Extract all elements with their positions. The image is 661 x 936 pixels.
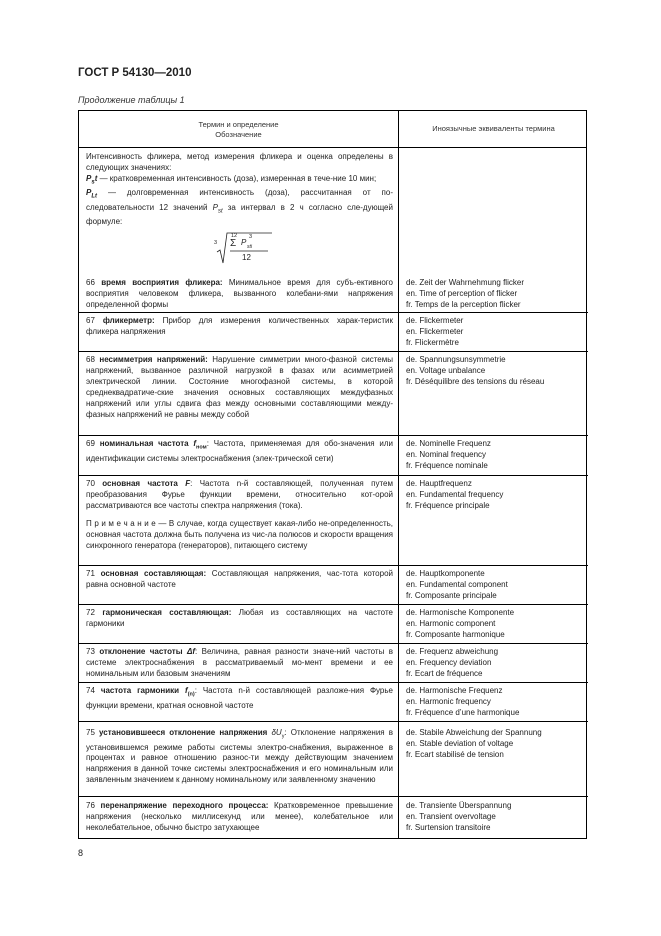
term-name: номинальная частота	[99, 439, 189, 448]
table-row-66-equivalents: de. Zeit der Wahrnehmung flicker en. Time of perception of flicker fr. Temps de la perception flicker	[406, 278, 524, 309]
plt-ref-symbol: P	[212, 202, 218, 212]
table-row-76-term: 76 перенапряжение переходного процесса: Кратковременное превышение напряжения (несколько миллисекунд или менее), колебательное или неколебательное, обычно быстро затухающее	[86, 801, 393, 832]
row-separator	[79, 643, 398, 644]
table-row-70-equivalents: de. Hauptfrequenz en. Fundamental frequency fr. Fréquence principale	[406, 479, 504, 510]
row-separator	[79, 682, 398, 683]
term-definition: Нарушение симметрии много-фазной системы напряжений, вызванное различной нагрузкой в фазах или асимметрией электрической линии. Состояние многофазной системы, в которой среднеквадратиче-ские значения основных составляющих междуфазных напряжений или углы сдвига фаз между основными составляющими междy-фазных напряжений не равны между собой	[86, 355, 394, 419]
column-header-equivalents: Иноязычные эквиваленты термина	[432, 124, 555, 133]
term-definition: Любая из составляющих на частоте гармоники	[86, 608, 393, 628]
formula-sum-top: 12	[231, 233, 238, 239]
row-separator	[79, 351, 398, 352]
term-name: основная частота	[102, 479, 178, 488]
row-separator	[399, 351, 588, 352]
page-number: 8	[78, 848, 84, 858]
table-row-67-term: 67 фликерметр: Прибор для измерения количественных харак-теристик фликера напряжения	[86, 316, 393, 336]
formula-p-exponent: 3	[249, 234, 253, 240]
note-label: П р и м е ч а н и е	[86, 519, 156, 528]
table-row-75-term: 75 установившееся отклонение напряжения $\delta U_у$: Отклонение напряжения в установившемся режиме работы системы электро-снабжения, выраженное в процентах и равное отношению разнос-ти между действующим значением напряжения в данной точке системы электроснабжения и его номинальным или заявленным значением к данному номинальному или заявленному значению	[86, 728, 393, 785]
pst-t: t	[94, 173, 98, 183]
term-name: несимметрия напряжений:	[99, 355, 208, 364]
term-definition: : Величина, равная разности значе-ний частоты в системе электроснабжения в рассматриваемый мо-мент времени и ее номинальным или базовым значениям	[86, 647, 393, 678]
term-symbol: F	[185, 479, 191, 488]
term-name: перенапряжение переходного процесса:	[100, 801, 269, 810]
table-row-72-term: 72 гармоническая составляющая: Любая из составляющих на частоте гармоники	[86, 608, 393, 628]
row-separator	[79, 435, 398, 436]
column-header-term-line1: Термин и определение	[198, 120, 279, 129]
table-row-70-note	[86, 519, 393, 552]
row-separator	[399, 435, 588, 436]
plt-ref-subscript: st	[217, 208, 223, 215]
table-row-69-equivalents: de. Nominelle Frequenz en. Nominal frequency fr. Fréquence nominale	[406, 439, 491, 470]
term-name: частота гармоники	[100, 686, 180, 695]
row-separator	[399, 565, 588, 566]
term-name: время восприятия фликера:	[101, 278, 223, 287]
pst-symbol: P	[86, 173, 92, 183]
table-row-72-equivalents: de. Harmonische Komponente en. Harmonic component fr. Composante harmonique	[406, 608, 515, 639]
formula-p-subscript: sti	[247, 244, 252, 250]
table-row-67-equivalents: de. Flickermeter en. Flickermeter fr. Flickermètre	[406, 316, 464, 347]
column-header-term	[79, 120, 398, 140]
row-separator	[399, 796, 588, 797]
term-definition: Прибор для измерения количественных харак-теристик фликера напряжения	[86, 316, 393, 336]
formula-sum: Σ	[230, 238, 237, 249]
table-row-71-equivalents: de. Hauptkomponente en. Fundamental component fr. Composante principale	[406, 569, 508, 600]
term-definition: : Отклонение напряжения в установившемся режиме работы системы электро-снабжения, выраженное в процентах и равное отношению разнос-ти между действующим значением напряжения в данной точке системы электроснабжения и его номинальным или заявленным значением к данному номинальному или заявленному значению	[86, 728, 393, 785]
pst-subscript: s	[91, 179, 95, 186]
header-divider	[79, 147, 586, 148]
term-symbol: Δf	[186, 647, 196, 656]
row-separator	[399, 721, 588, 722]
plt-subscript: Lt	[91, 193, 98, 200]
row-separator	[79, 312, 398, 313]
term-symbol-subscript: у	[281, 733, 285, 740]
term-definition: Составляющая напряжения, час-тота которой равна основной частоте	[86, 569, 393, 589]
term-definition: : Частота, применяемая для обо-значения или идентификации системы электроснабжения (элек-трической сети)	[86, 439, 393, 463]
flicker-definition-block	[86, 152, 393, 228]
table-row-73-equivalents: de. Frequenz abweichung en. Frequency deviation fr. Ecart de fréquence	[406, 647, 499, 678]
table-row-71-term: 71 основная составляющая: Составляющая напряжения, час-тота которой равна основной частоте	[86, 569, 393, 589]
plt-text-2: за интервал в 2 ч согласно сле-дующей формуле:	[86, 202, 393, 227]
plt-text: — долговременная интенсивность (доза), рассчитанная от по-следовательности 12 значений	[86, 188, 393, 212]
term-name: гармоническая составляющая:	[102, 608, 232, 617]
row-separator	[79, 565, 398, 566]
plt-formula	[214, 230, 274, 266]
row-separator	[79, 604, 398, 605]
terms-table	[78, 110, 587, 839]
plt-symbol: P	[86, 188, 92, 198]
term-name: фликерметр:	[102, 316, 155, 325]
table-row-76-equivalents: de. Transiente Überspannung en. Transient overvoltage fr. Surtension transitoire	[406, 801, 512, 832]
row-separator	[79, 475, 398, 476]
row-separator	[399, 604, 588, 605]
term-name: основная составляющая:	[100, 569, 207, 578]
row-separator	[79, 721, 398, 722]
note-text: — В случае, когда существует какая-либо не-определенность, основная частота должна быть получена из чис-ла полюсов и скорости вращения синхронного генератора (генераторов), питающего систему	[86, 519, 394, 550]
table-continuation-caption: Продолжение таблицы 1	[78, 95, 185, 105]
term-symbol-subscript: ном	[196, 444, 207, 451]
pst-text: — кратковременная интенсивность (доза), измеренная в тече-ние 10 мин;	[97, 173, 377, 183]
term-definition: Кратковременное превышение напряжения (несколько миллисекунд или менее), колебательное или неколебательное, обычно быстро затухающее	[86, 801, 393, 832]
row-separator	[79, 796, 398, 797]
table-row-73-term: 73 отклонение частоты Δf: Величина, равная разности значе-ний частоты в системе электроснабжения в рассматриваемый мо-мент времени и ее номинальным или базовым значениям	[86, 647, 393, 678]
term-symbol-subscript: (n)	[187, 691, 195, 698]
formula-root-index: 3	[214, 240, 218, 246]
row-separator	[399, 312, 588, 313]
table-row-68-term: 68 несимметрия напряжений: Нарушение симметрии много-фазной системы напряжений, вызванное различной нагрузкой в фазах или асимметрией электрической линии. Состояние многофазной системы, в которой среднеквадратиче-ские значения основных составляющих междуфазных напряжений или углы сдвига фаз между основными составляющими междy-фазных напряжений не равны между собой	[86, 355, 394, 419]
term-symbol: f	[185, 686, 188, 695]
table-row-66-term: 66 время восприятия фликера: Минимальное время для субъ-ективного восприятия человеком фликера, вызванного колебани-ями напряжения определенной формы	[86, 278, 393, 309]
table-row-69-term: 69 номинальная частота $f_{ном}$: Частота, применяемая для обо-значения или идентификации системы электроснабжения (элек-трической сети)	[86, 439, 393, 463]
term-definition: : Частота n-й составляющей, полученная путем преобразования Фурье функции времени, относительно кот-орой рассматриваются все частоты спектра напряжения (тока).	[86, 479, 393, 510]
table-row-70-term: 70 основная частота F: Частота n-й составляющей, полученная путем преобразования Фурье функции времени, относительно кот-орой рассматриваются все частоты спектра напряжения (тока).	[86, 479, 393, 510]
term-symbol: f	[193, 439, 197, 448]
table-row-74-equivalents: de. Harmonische Frequenz en. Harmonic frequency fr. Fréquence d’une harmonique	[406, 686, 520, 717]
term-symbol: δU	[271, 728, 282, 737]
term-definition: : Частота n-й составляющей разложе-ния Фурье функции времени, кратная основной частоте	[86, 686, 394, 710]
table-row-74-term: 74 частота гармоники $f_{(n)}$: Частота n-й составляющей разложе-ния Фурье функции времени, кратная основной частоте	[86, 686, 394, 710]
flicker-intro-text: Интенсивность фликера, метод измерения фликера и оценка определены в следующих значениях:	[86, 152, 393, 172]
table-row-75-equivalents: de. Stabile Abweichung der Spannung en. Stable deviation of voltage fr. Ecart stabilisé de tension	[406, 728, 542, 759]
column-header-term-line2: Обозначение	[215, 130, 262, 139]
row-separator	[399, 475, 588, 476]
row-separator	[399, 643, 588, 644]
formula-denominator: 12	[242, 253, 251, 262]
row-separator	[399, 682, 588, 683]
term-definition: Минимальное время для субъ-ективного восприятия человеком фликера, вызванного колебани-ями напряжения определенной формы	[86, 278, 393, 309]
table-row-68-equivalents: de. Spannungsunsymmetrie en. Voltage unbalance fr. Déséquilibre des tensions du réseau	[406, 355, 545, 386]
formula-p: P	[241, 238, 247, 247]
term-name: отклонение частоты	[99, 647, 183, 656]
document-title: ГОСТ Р 54130—2010	[78, 67, 192, 79]
term-name: установившееся отклонение напряжения	[99, 728, 268, 737]
